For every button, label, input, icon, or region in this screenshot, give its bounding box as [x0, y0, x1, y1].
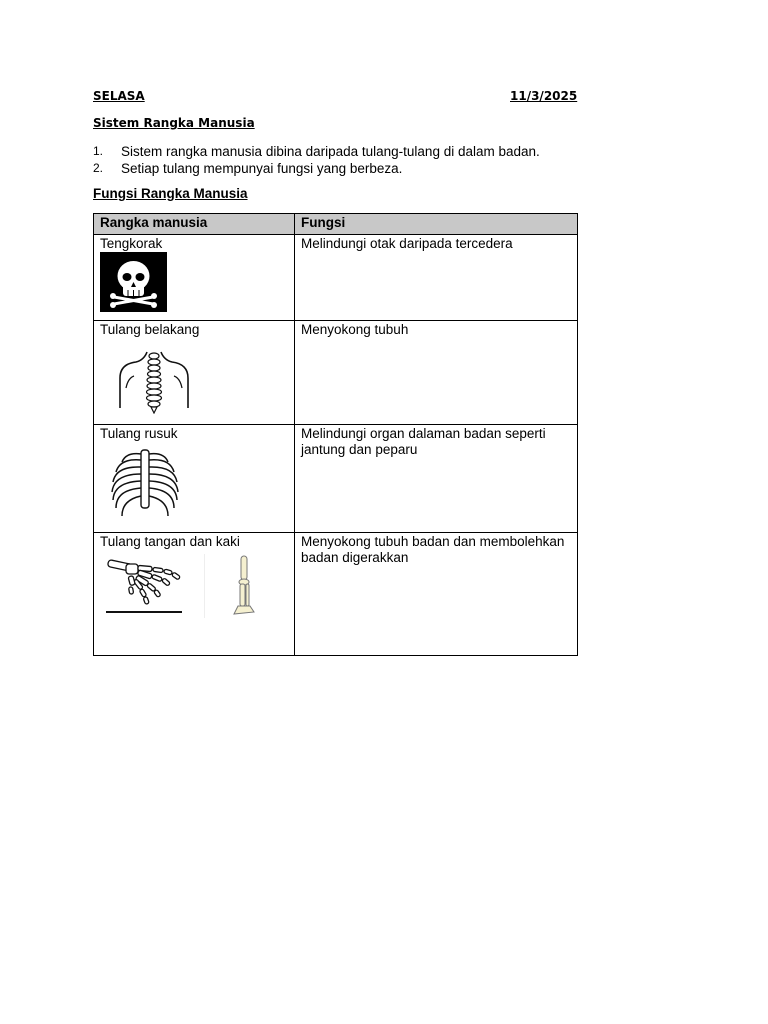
function-cell — [295, 235, 578, 321]
part-cell — [94, 235, 295, 321]
table-row — [94, 321, 578, 425]
skeleton-function-table — [93, 213, 578, 656]
section-title: Fungsi Rangka Manusia — [93, 186, 248, 201]
part-name: Tulang rusuk — [100, 426, 178, 441]
spine-icon — [114, 348, 194, 414]
function-cell — [295, 533, 578, 656]
function-text: Menyokong tubuh badan dan membolehkan badan digerakkan — [301, 534, 565, 565]
function-text: Menyokong tubuh — [301, 322, 409, 337]
list-item — [93, 160, 540, 177]
part-cell — [94, 533, 295, 656]
subject-title: Sistem Rangka Manusia — [93, 116, 255, 130]
function-text: Melindungi otak daripada tercedera — [301, 236, 513, 251]
function-cell — [295, 425, 578, 533]
part-name: Tulang tangan dan kaki — [100, 534, 240, 549]
part-cell — [94, 425, 295, 533]
list-item — [93, 143, 540, 160]
list-text: Setiap tulang mempunyai fungsi yang berbeza. — [121, 161, 403, 176]
list-number: 2. — [93, 161, 104, 175]
part-cell — [94, 321, 295, 425]
function-text: Melindungi organ dalaman badan seperti jantung dan peparu — [301, 426, 546, 457]
part-name: Tulang belakang — [100, 322, 200, 337]
date-label: 11/3/2025 — [510, 89, 578, 103]
part-name: Tengkorak — [100, 236, 163, 251]
function-cell — [295, 321, 578, 425]
table-row — [94, 425, 578, 533]
skull-icon — [100, 252, 167, 312]
hand-bones-icon — [106, 556, 186, 616]
table-header-row — [94, 214, 578, 235]
day-label: SELASA — [93, 89, 145, 103]
table-row — [94, 533, 578, 656]
list-number: 1. — [93, 144, 104, 158]
notes-list — [93, 143, 540, 177]
table-row — [94, 235, 578, 321]
ribcage-icon — [108, 446, 182, 520]
limb-images — [100, 554, 288, 618]
list-text: Sistem rangka manusia dibina daripada tulang-tulang di dalam badan. — [121, 144, 540, 159]
column-header-part: Rangka manusia — [94, 214, 295, 235]
column-header-function: Fungsi — [295, 214, 578, 235]
leg-bones-icon — [204, 554, 276, 618]
